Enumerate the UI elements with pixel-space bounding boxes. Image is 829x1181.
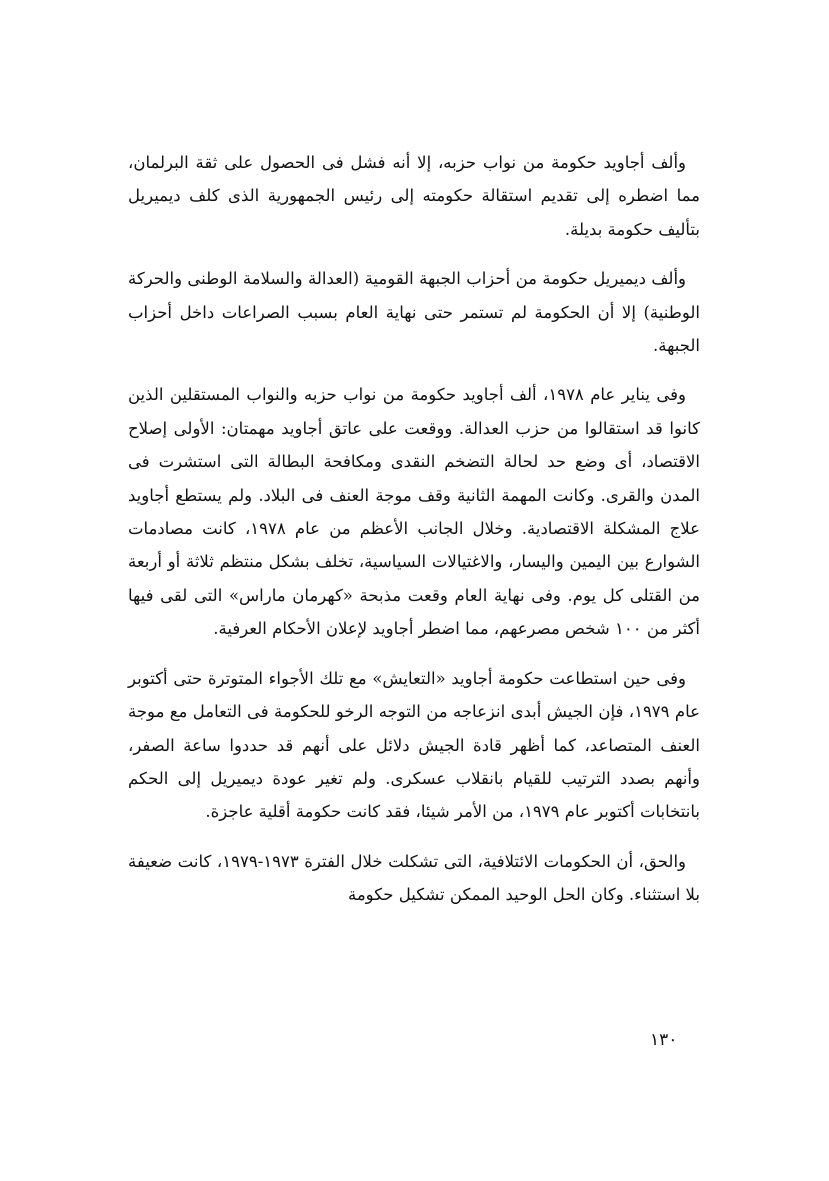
paragraph-1: وألف أجاويد حكومة من نواب حزبه، إلا أنه فشل فى الحصول على ثقة البرلمان، مما اضطره إلى تقديم استقالة حكومته إلى رئيس الجمهورية الذى كلف ديميريل بتأليف حكومة بديلة. [128, 153, 700, 239]
body-text [128, 146, 700, 928]
paragraph-3: وفى يناير عام ١٩٧٨، ألف أجاويد حكومة من نواب حزبه والنواب المستقلين الذين كانوا قد استقالوا من حزب العدالة. ووقعت على عاتق أجاويد مهمتان: الأولى إصلاح الاقتصاد، أى وضع حد لحالة التضخم النقدى ومكافحة البطالة التى استشرت فى المدن والقرى. وكانت المهمة الثانية وقف موجة العنف فى البلاد. ولم يستطع أجاويد علاج المشكلة الاقتصادية. وخلال الجانب الأعظم من عام ١٩٧٨، كانت مصادمات الشوارع بين اليمين واليسار، والاغتيالات السياسية، تخلف بشكل منتظم ثلاثة أو أربعة من القتلى كل يوم. وفى نهاية العام وقعت مذبحة «كهرمان ماراس» التى لقى فيها أكثر من ١٠٠ شخص مصرعهم، مما اضطر أجاويد لإعلان الأحكام العرفية. [128, 385, 700, 639]
paragraph-4: وفى حين استطاعت حكومة أجاويد «التعايش» مع تلك الأجواء المتوترة حتى أكتوبر عام ١٩٧٩، فإن الجيش أبدى انزعاجه من التوجه الرخو للحكومة فى التعامل مع موجة العنف المتصاعد، كما أظهر قادة الجيش دلائل على أنهم قد حددوا ساعة الصفر، وأنهم بصدد الترتيب للقيام بانقلاب عسكرى. ولم تغير عودة ديميريل إلى الحكم بانتخابات أكتوبر عام ١٩٧٩، من الأمر شيئا، فقد كانت حكومة أقلية عاجزة. [128, 668, 700, 822]
page-number: ١٣٠ [650, 1030, 678, 1050]
paragraph-5: والحق، أن الحكومات الائتلافية، التى تشكلت خلال الفترة ١٩٧٣-١٩٧٩، كانت ضعيفة بلا استثناء. وكان الحل الوحيد الممكن تشكيل حكومة [128, 851, 700, 905]
paragraph-2: وألف ديميريل حكومة من أحزاب الجبهة القومية (العدالة والسلامة الوطنى والحركة الوطنية) إلا أن الحكومة لم تستمر حتى نهاية العام بسبب الصراعات داخل أحزاب الجبهة. [128, 269, 700, 356]
